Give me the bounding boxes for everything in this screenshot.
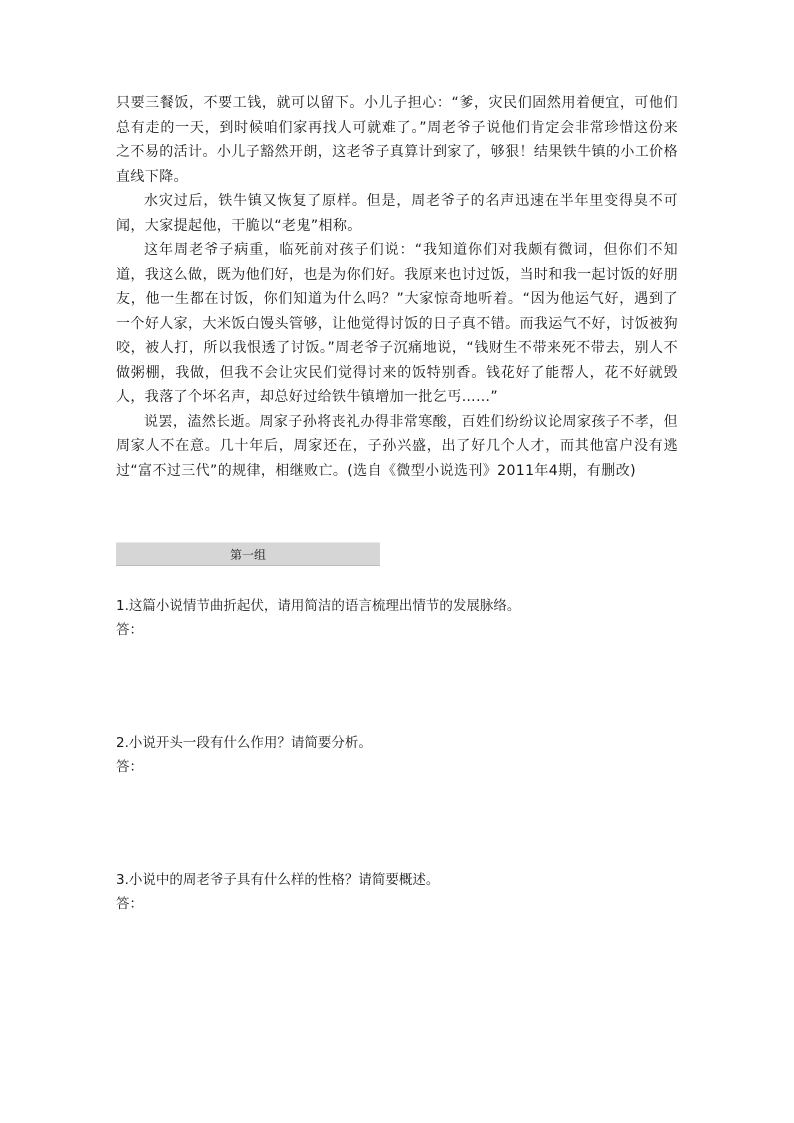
story-paragraph: 水灾过后，铁牛镇又恢复了原样。但是，周老爷子的名声迅速在半年里变得臭不可闻，大家提起他，干脆以“老鬼”相称。	[116, 193, 678, 234]
question-text: 2.小说开头一段有什么作用？请简要分析。	[116, 735, 372, 751]
story-paragraph: 只要三餐饭，不要工钱，就可以留下。小儿子担心：“爹，灾民们固然用着便宜，可他们总有走的一天，到时候咱们家再找人可就难了。”周老爷子说他们肯定会非常珍惜这份来之不易的活计。小儿子豁然开朗，这老爷子真算计到家了，够狠！结果铁牛镇的小工价格直线下降。	[116, 95, 678, 185]
answer-label: 答：	[116, 896, 143, 912]
story-paragraph: 说罢，溘然长逝。周家子孙将丧礼办得非常寒酸，百姓们纷纷议论周家孩子不孝，但周家人不在意。几十年后，周家还在，子孙兴盛，出了好几个人才，而其他富户没有逃过“富不过三代”的规律，相继败亡。(选自《微型小说选刊》2011年4期，有删改)	[116, 413, 678, 479]
group-header	[116, 542, 380, 566]
story-paragraph: 这年周老爷子病重，临死前对孩子们说：“我知道你们对我颇有微词，但你们不知道，我这么做，既为他们好，也是为你们好。我原来也讨过饭，当时和我一起讨饭的好朋友，他一生都在讨饭，你们知道为什么吗？”大家惊奇地听着。“因为他运气好，遇到了一个好人家，大米饭白馒头管够，让他觉得讨饭的日子真不错。而我运气不好，讨饭被狗咬，被人打，所以我恨透了讨饭。”周老爷子沉痛地说，“钱财生不带来死不带去，别人不做粥棚，我做，但我不会让灾民们觉得讨来的饭特别香。钱花好了能帮人，花不好就毁人，我落了个坏名声，却总好过给铁牛镇增加一批乞丐……”	[116, 242, 678, 405]
question-3	[116, 868, 676, 916]
answer-label: 答：	[116, 759, 143, 775]
story-text	[116, 91, 678, 483]
question-2	[116, 731, 676, 779]
question-text: 1.这篇小说情节曲折起伏，请用简洁的语言梳理出情节的发展脉络。	[116, 598, 521, 614]
question-text: 3.小说中的周老爷子具有什么样的性格？请简要概述。	[116, 872, 440, 888]
question-1	[116, 594, 676, 642]
answer-label: 答：	[116, 622, 143, 638]
group-label: 第一组	[229, 547, 266, 562]
